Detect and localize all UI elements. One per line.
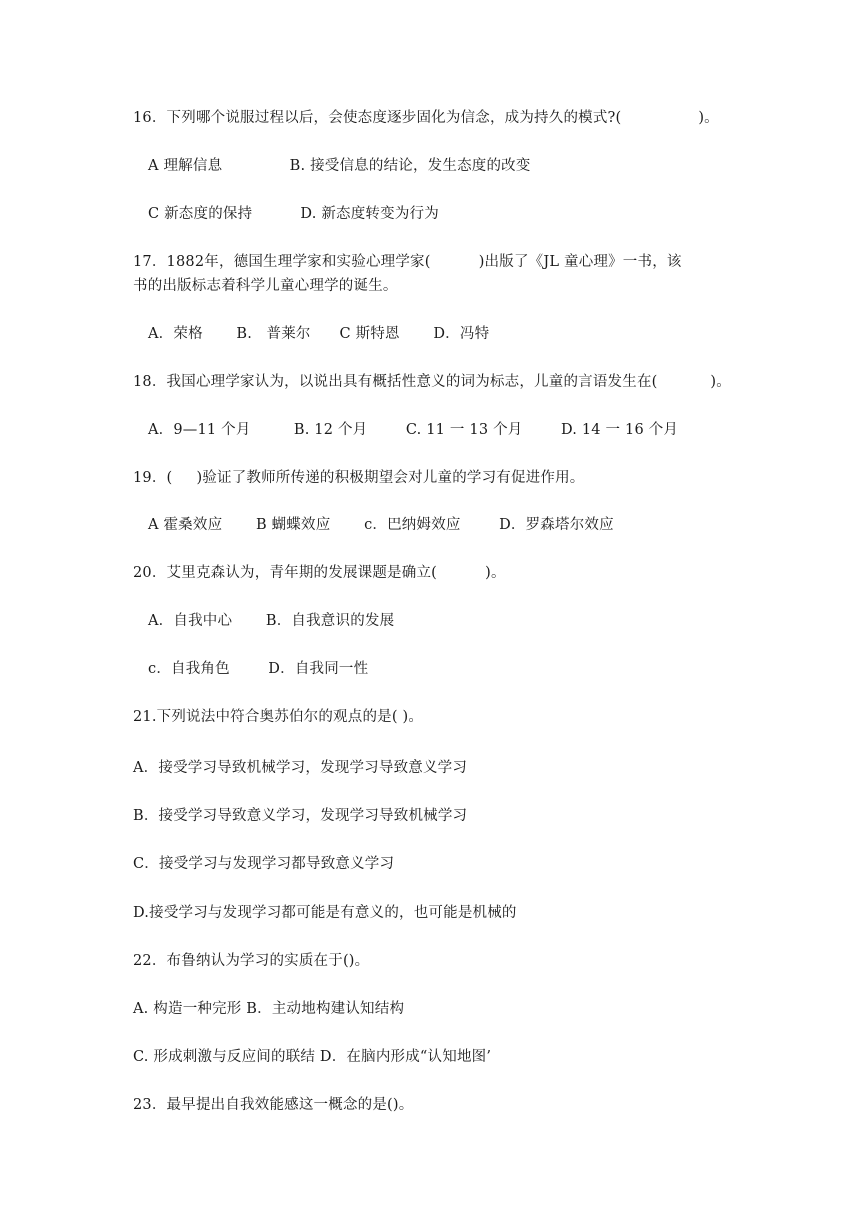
question-20-stem: 20．艾里克森认为，青年期的发展课题是确立( )。 bbox=[133, 565, 506, 581]
question-21-stem: 21.下列说法中符合奥苏伯尔的观点的是( )。 bbox=[133, 709, 424, 725]
question-21-option-c: C．接受学习与发现学习都导致意义学习 bbox=[133, 856, 395, 872]
question-19-stem: 19．( )验证了教师所传递的积极期望会对儿童的学习有促进作用。 bbox=[133, 470, 585, 486]
question-21-option-b: B．接受学习导致意义学习，发现学习导致机械学习 bbox=[133, 808, 468, 824]
question-17-options: A．荣格 B. 普莱尔 C 斯特恩 D．冯特 bbox=[148, 326, 490, 342]
question-16-options-row1: A 理解信息 B. 接受信息的结论，发生态度的改变 bbox=[148, 158, 531, 174]
question-17-stem: 17．1882年，德国生理学家和实验心理学家( )出版了《JL 童心理》一书，该 bbox=[133, 254, 682, 270]
question-16-options-row2: C 新态度的保持 D. 新态度转变为行为 bbox=[148, 206, 439, 222]
question-22-options-row2: C. 形成刺激与反应间的联结 D．在脑内形成“认知地图’ bbox=[133, 1049, 492, 1065]
question-19-options: A 霍桑效应 B 蝴蝶效应 c．巴纳姆效应 D．罗森塔尔效应 bbox=[148, 517, 614, 533]
question-23-stem: 23．最早提出自我效能感这一概念的是()。 bbox=[133, 1097, 414, 1113]
question-22-options-row1: A. 构造一种完形 B．主动地构建认知结构 bbox=[133, 1001, 405, 1017]
question-17-stem-cont: 书的出版标志着科学儿童心理学的诞生。 bbox=[133, 278, 398, 294]
question-18-stem: 18．我国心理学家认为，以说出具有概括性意义的词为标志，儿童的言语发生在( )。 bbox=[133, 374, 731, 390]
question-22-stem: 22．布鲁纳认为学习的实质在于()。 bbox=[133, 953, 370, 969]
question-20-options-row2: c．自我角色 D．自我同一性 bbox=[148, 661, 369, 677]
question-21-option-d: D.接受学习与发现学习都可能是有意义的，也可能是机械的 bbox=[133, 905, 517, 921]
question-18-options: A．9—11 个月 B. 12 个月 C. 11 一 13 个月 D. 14 一 16 个月 bbox=[148, 422, 679, 438]
question-16-stem: 16．下列哪个说服过程以后，会使态度逐步固化为信念，成为持久的模式?( )。 bbox=[133, 110, 719, 126]
question-21-option-a: A．接受学习导致机械学习，发现学习导致意义学习 bbox=[133, 760, 468, 776]
question-20-options-row1: A．自我中心 B．自我意识的发展 bbox=[148, 613, 395, 629]
